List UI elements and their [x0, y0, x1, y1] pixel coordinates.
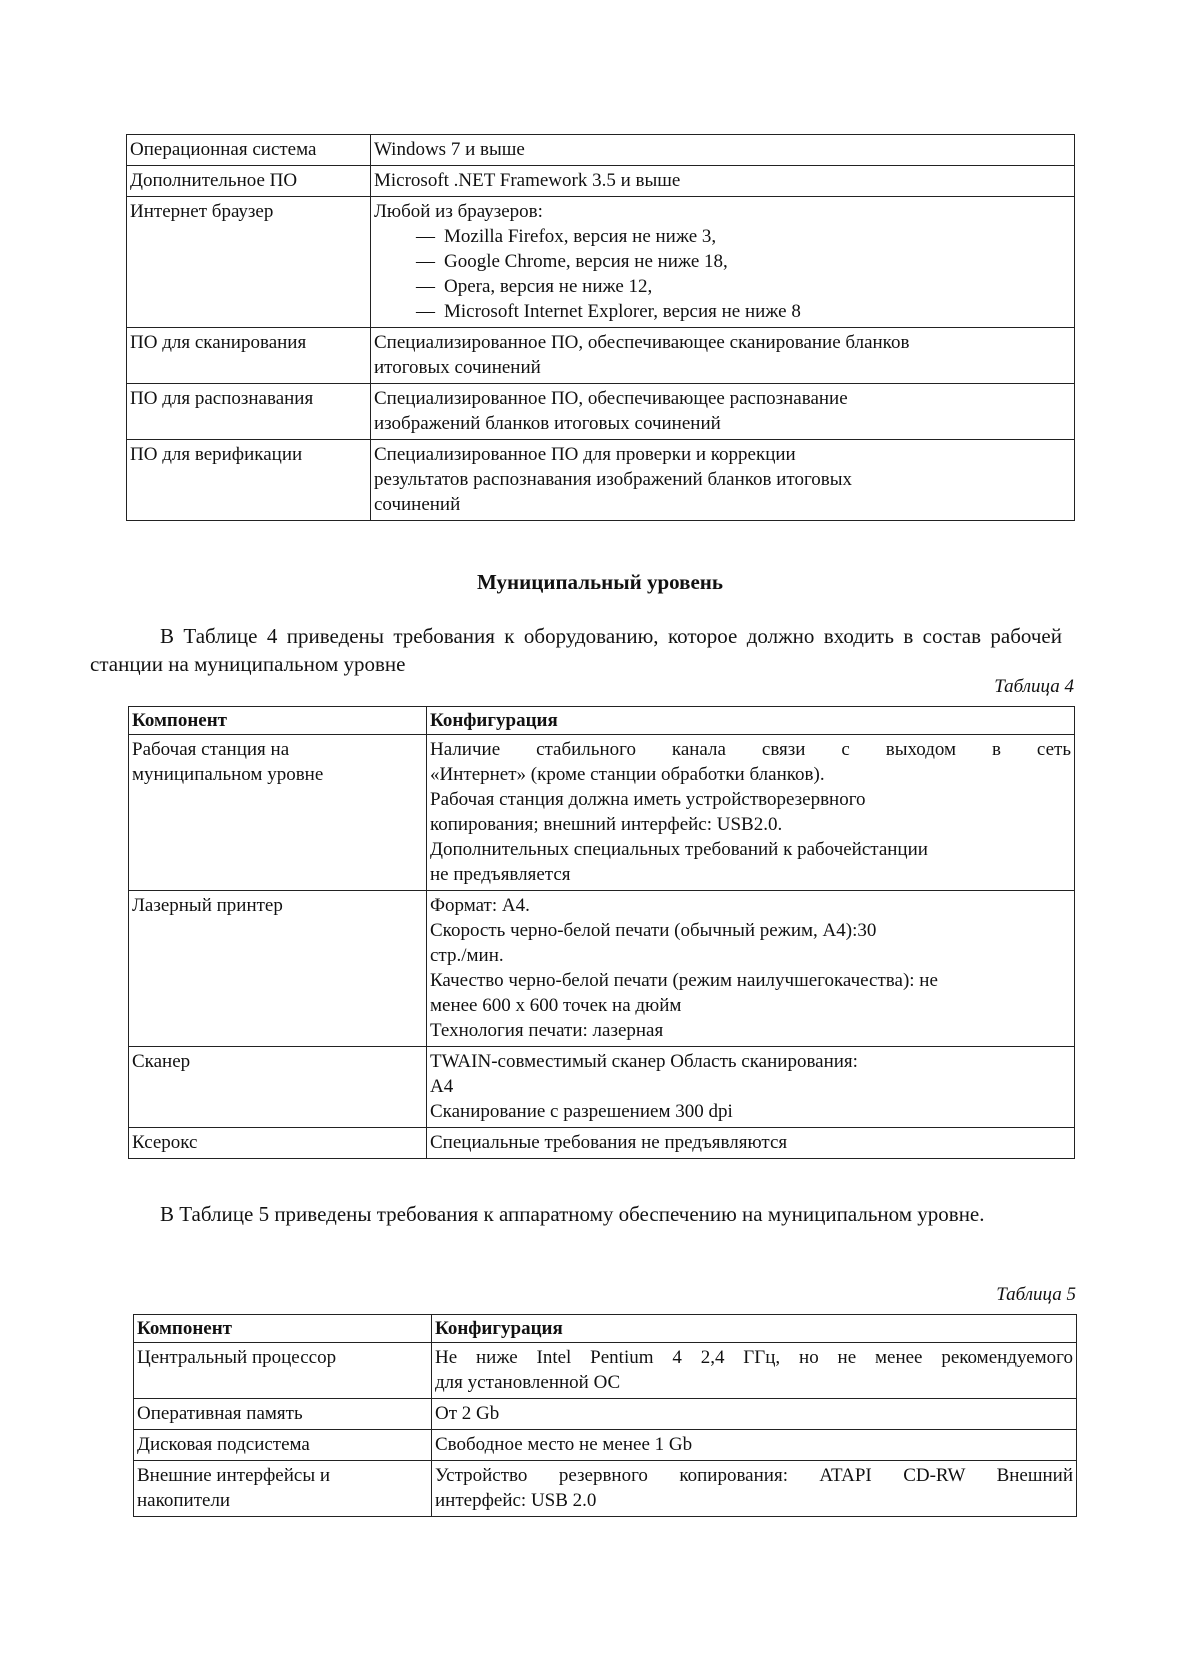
config-line: Не ниже Intel Pentium 4 2,4 ГГц, но не менее рекомендуемого: [435, 1347, 1073, 1368]
config-cell: [371, 384, 1075, 440]
equipment-requirements-table: [128, 706, 1075, 1159]
table-header-row: [134, 1315, 1077, 1343]
config-line: результатов распознавания изображений бланков итоговых: [374, 469, 852, 490]
config-line: интерфейс: USB 2.0: [435, 1490, 597, 1511]
config-line: копирования; внешний интерфейс: USB2.0.: [430, 814, 783, 835]
table-row: [129, 891, 1075, 1047]
component-cell: [134, 1461, 432, 1517]
component-cell: [129, 1128, 427, 1159]
config-line: «Интернет» (кроме станции обработки бланков).: [430, 764, 825, 785]
component-line: муниципальном уровне: [132, 764, 324, 785]
component-cell: [134, 1399, 432, 1430]
component-cell: [129, 891, 427, 1047]
component-line: Центральный процессор: [137, 1347, 337, 1368]
component-line: Оперативная память: [137, 1403, 303, 1424]
table-row: [134, 1343, 1077, 1399]
component-cell: Дополнительное ПО: [127, 166, 371, 197]
config-line: для установленной ОС: [435, 1372, 621, 1393]
config-line: TWAIN-совместимый сканер Область сканирования:: [430, 1051, 858, 1072]
config-line: Специализированное ПО для проверки и коррекции: [374, 444, 796, 465]
config-line: Скорость черно-белой печати (обычный режим, А4):30: [430, 920, 877, 941]
config-line: Свободное место не менее 1 Gb: [435, 1434, 693, 1455]
component-line: Ксерокс: [132, 1132, 198, 1153]
config-line: Качество черно-белой печати (режим наилучшегокачества): не: [430, 970, 938, 991]
intro-paragraph-table5: В Таблице 5 приведены требования к аппаратному обеспечению на муниципальном уровне.: [160, 1202, 985, 1226]
table-row: [129, 1047, 1075, 1128]
column-header-configuration: Конфигурация: [427, 707, 1075, 735]
table-row: [127, 440, 1075, 521]
dash-bullet-icon: —: [416, 226, 435, 247]
browser-list-item: [374, 274, 1071, 299]
table-row: [129, 1128, 1075, 1159]
component-cell: [129, 735, 427, 891]
hardware-requirements-table: [133, 1314, 1077, 1517]
config-line: изображений бланков итоговых сочинений: [374, 413, 721, 434]
component-line: Лазерный принтер: [132, 895, 283, 916]
config-line: Любой из браузеров:: [374, 201, 543, 222]
config-cell: [427, 891, 1075, 1047]
table-header-row: [129, 707, 1075, 735]
config-cell: [371, 197, 1075, 328]
table-row: [129, 735, 1075, 891]
config-line: не предъявляется: [430, 864, 571, 885]
component-line: Сканер: [132, 1051, 191, 1072]
table-row: [127, 197, 1075, 328]
table-row: [134, 1461, 1077, 1517]
component-cell: [134, 1343, 432, 1399]
config-line: А4: [430, 1076, 454, 1097]
table-row: [134, 1399, 1077, 1430]
component-cell: Интернет браузер: [127, 197, 371, 328]
table4-caption: Таблица 4: [994, 676, 1074, 697]
config-cell: [432, 1461, 1077, 1517]
config-line: Технология печати: лазерная: [430, 1020, 664, 1041]
config-line: сочинений: [374, 494, 461, 515]
config-cell: [371, 135, 1075, 166]
dash-bullet-icon: —: [416, 276, 435, 297]
browser-name: Opera, версия не ниже 12,: [444, 276, 653, 297]
config-line: Рабочая станция должна иметь устройстворезервного: [430, 789, 866, 810]
browser-list-item: [374, 299, 1071, 324]
config-cell: [427, 1128, 1075, 1159]
browser-name: Google Chrome, версия не ниже 18,: [444, 251, 728, 272]
component-cell: Операционная система: [127, 135, 371, 166]
table-row: [127, 166, 1075, 197]
table5-caption: Таблица 5: [996, 1284, 1076, 1305]
component-line: Рабочая станция на: [132, 739, 290, 760]
component-cell: ПО для сканирования: [127, 328, 371, 384]
config-line: Дополнительных специальных требований к рабочейстанции: [430, 839, 928, 860]
config-line: Сканирование с разрешением 300 dpi: [430, 1101, 733, 1122]
browser-name: Microsoft Internet Explorer, версия не ниже 8: [444, 301, 801, 322]
column-header-component: Компонент: [134, 1315, 432, 1343]
browser-list-item: [374, 224, 1071, 249]
config-cell: [432, 1399, 1077, 1430]
dash-bullet-icon: —: [416, 301, 435, 322]
config-line: Устройство резервного копирования: ATAPI CD-RW Внешний: [435, 1465, 1073, 1486]
column-header-configuration: Конфигурация: [432, 1315, 1077, 1343]
config-line: Microsoft .NET Framework 3.5 и выше: [374, 170, 681, 191]
section-heading: Муниципальный уровень: [477, 570, 723, 594]
config-line: Формат: А4.: [430, 895, 530, 916]
config-cell: [371, 328, 1075, 384]
config-cell: [432, 1343, 1077, 1399]
config-line: Специализированное ПО, обеспечивающее сканирование бланков: [374, 332, 910, 353]
browser-list-item: [374, 249, 1071, 274]
table-row: [127, 384, 1075, 440]
config-line: итоговых сочинений: [374, 357, 541, 378]
component-cell: [134, 1430, 432, 1461]
software-requirements-table: [126, 134, 1075, 521]
intro-paragraph-table4: В Таблице 4 приведены требования к оборудованию, которое должно входить в состав рабочей станции на муниципальном уровне: [90, 624, 1062, 676]
config-line: Windows 7 и выше: [374, 139, 525, 160]
component-cell: ПО для распознавания: [127, 384, 371, 440]
config-line: Специализированное ПО, обеспечивающее распознавание: [374, 388, 848, 409]
config-line: Специальные требования не предъявляются: [430, 1132, 788, 1153]
table-row: [127, 328, 1075, 384]
browser-name: Mozilla Firefox, версия не ниже 3,: [444, 226, 717, 247]
component-line: накопители: [137, 1490, 231, 1511]
config-cell: [427, 1047, 1075, 1128]
column-header-component: Компонент: [129, 707, 427, 735]
config-line: От 2 Gb: [435, 1403, 500, 1424]
config-line: Наличие стабильного канала связи с выходом в сеть: [430, 739, 1071, 760]
config-line: менее 600 х 600 точек на дюйм: [430, 995, 682, 1016]
config-cell: [371, 166, 1075, 197]
component-line: Внешние интерфейсы и: [137, 1465, 331, 1486]
component-line: Дисковая подсистема: [137, 1434, 310, 1455]
config-cell: [427, 735, 1075, 891]
table-row: [127, 135, 1075, 166]
dash-bullet-icon: —: [416, 251, 435, 272]
config-cell: [432, 1430, 1077, 1461]
table-row: [134, 1430, 1077, 1461]
config-cell: [371, 440, 1075, 521]
component-cell: [129, 1047, 427, 1128]
config-line: стр./мин.: [430, 945, 504, 966]
component-cell: ПО для верификации: [127, 440, 371, 521]
